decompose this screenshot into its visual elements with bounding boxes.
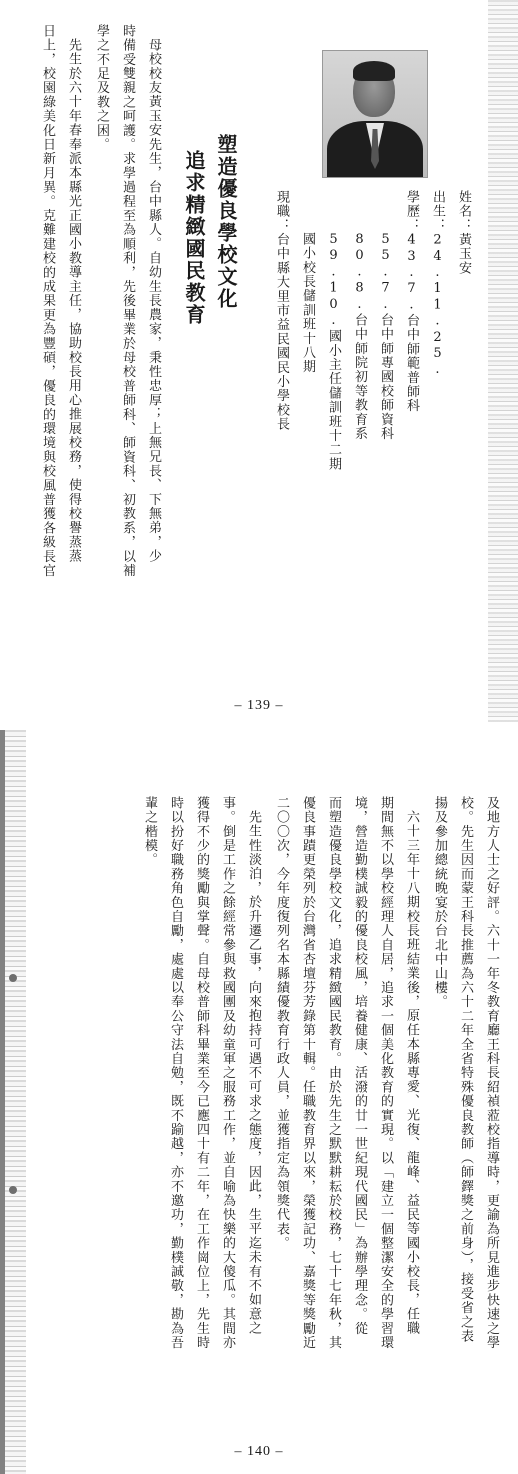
page-140 bbox=[0, 730, 518, 1474]
body-line: 優良事蹟更榮列於台灣省杏壇芬芳錄第十輯。任職教育界以來，榮獲記功、嘉獎等獎勵近 bbox=[300, 796, 315, 1350]
body-line: 獲得不少的獎勵與掌聲。自母校普師科畢業至今已應四十有二年，在工作崗位上，先生時 bbox=[194, 796, 209, 1350]
body-line: 先生於六十年春奉派本縣光正國小教導主任，協助校長用心推展校務，使得校譽蒸蒸 bbox=[66, 38, 81, 564]
profile-birth: 出生：24.11.25. bbox=[430, 190, 445, 379]
body-line: 境，營造勤樸誠毅的優良校風，培養健康、活潑的廿一世紀現代國民」為辦學理念。從 bbox=[352, 796, 367, 1336]
profile-education: 學歷：43.7.台中師範普師科 bbox=[404, 190, 419, 413]
profile-education-line: 80.8.台中師院初等教育系 bbox=[352, 232, 367, 441]
profile-position: 現職：台中縣大里市益民國民小學校長 bbox=[274, 190, 289, 432]
body-line: 輩之楷模。 bbox=[142, 796, 157, 867]
body-line: 六十三年十八期校長班結業後，原任本縣專愛、光復、龍峰、益民等國小校長，任職 bbox=[404, 810, 419, 1336]
article-subtitle: 追求精緻國民教育 bbox=[182, 150, 206, 326]
body-line: 先生性淡泊，於升遷乙事，向來抱持可遇不可求之態度，因此，生平迄未有不如意之 bbox=[246, 810, 261, 1336]
body-line: 時以扮好職務角色自勵，處處以奉公守法自勉，既不踰越，亦不邀功，勤樸誠敬，勘為吾 bbox=[168, 796, 183, 1350]
body-line: 日上，校園綠美化日新月異。克難建校的成果更為豐碩，優良的環境與校風普獲各級長官 bbox=[40, 24, 55, 578]
body-line: 而塑造優良學校文化，追求精緻國民教育。由於先生之默默耕耘於校務，七十七年秋，其 bbox=[326, 796, 341, 1350]
scan-binding-edge bbox=[0, 730, 26, 1474]
body-line: 學之不足及教之困。 bbox=[94, 24, 109, 152]
body-line: 母校校友黃玉安先生，台中縣人。自幼生長農家，秉性忠厚；上無兄長、下無弟，少 bbox=[146, 38, 161, 564]
profile-name: 姓名：黃玉安 bbox=[456, 190, 471, 276]
body-line: 揚及參加總統晚宴於台北中山樓。 bbox=[432, 796, 447, 1009]
page-number: – 140 – bbox=[234, 1444, 284, 1459]
portrait-photo bbox=[322, 50, 428, 178]
body-line: 校。先生因而蒙王科長推薦為六十二年全省特殊優良教師（師鐸獎之前身），接受省之表 bbox=[458, 796, 473, 1344]
scan-binding-edge bbox=[488, 0, 518, 722]
profile-education-line: 59.10.國小主任儲訓班十二期 bbox=[326, 232, 341, 472]
page-number: – 139 – bbox=[234, 698, 284, 713]
body-line: 時備受雙親之呵護。求學過程至為順利，先後畢業於母校普師科、師資科、初教系，以補 bbox=[120, 24, 135, 578]
body-line: 二〇〇次，今年度復列名本縣績優教育行政人員，並獲指定為領獎代表。 bbox=[274, 796, 289, 1251]
body-line: 期間無不以學校經理人自居，追求一個美化教育的實現。以「建立一個整潔安全的學習環 bbox=[378, 796, 393, 1350]
profile-education-line: 55.7.台中師專國校師資科 bbox=[378, 232, 393, 441]
page-139 bbox=[0, 0, 518, 722]
body-line: 事。倒是工作之餘經常參與救國團及幼童軍之服務工作，並自喻為快樂的大傻瓜。其間亦 bbox=[220, 796, 235, 1350]
article-title: 塑造優良學校文化 bbox=[214, 134, 238, 310]
body-line: 及地方人士之好評。六十一年冬教育廳王科長紹禎蒞校指導時，更諭為所見進步快速之學 bbox=[484, 796, 499, 1350]
profile-education-line: 國小校長儲訓班十八期 bbox=[300, 232, 315, 374]
